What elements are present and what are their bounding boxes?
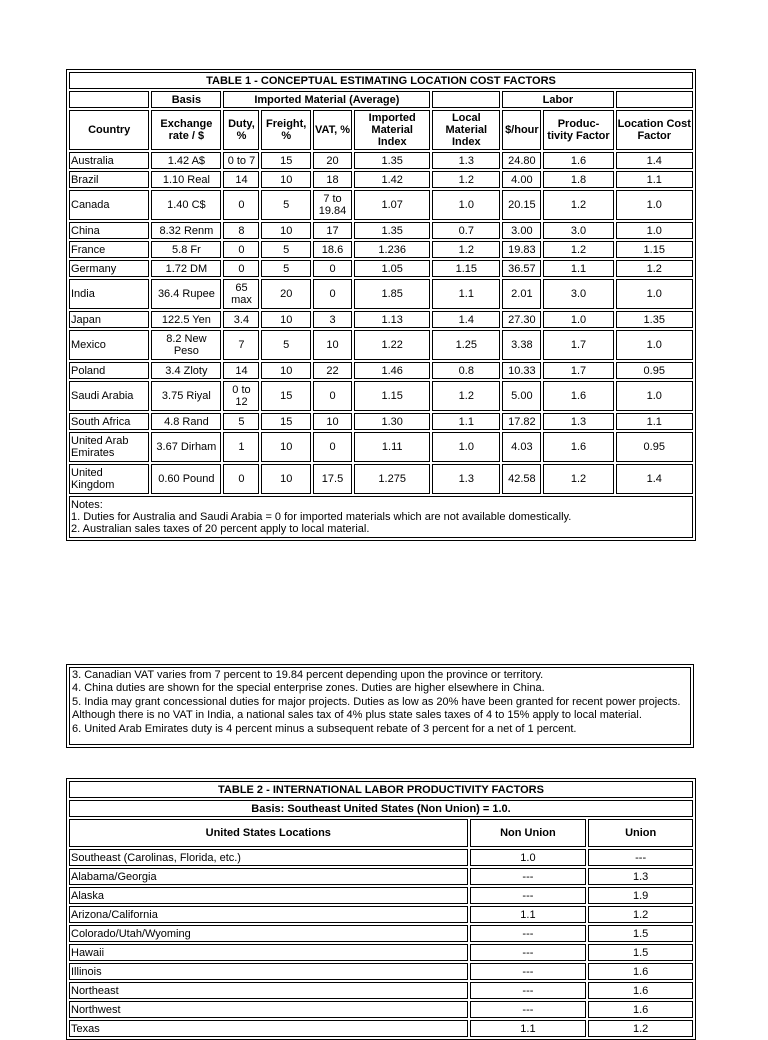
table-cell: 18.6 [313,241,352,258]
country-cell: Japan [69,311,149,328]
table1-column-header: Country [69,110,149,150]
table-row [69,222,693,239]
table-cell: 10.33 [502,362,541,379]
table-cell: 3.0 [543,279,613,309]
location-cell: Alaska [69,887,468,904]
table-cell: 0.60 Pound [151,464,221,494]
table-cell: 1.6 [588,982,693,999]
table-row [69,1001,693,1018]
table-cell: 1.0 [616,190,693,220]
table-cell: 14 [223,171,259,188]
table-cell: 8 [223,222,259,239]
table-cell: 14 [223,362,259,379]
country-cell: United Kingdom [69,464,149,494]
table-cell: 1.1 [432,413,500,430]
table-cell: 20.15 [502,190,541,220]
table-cell: 1.15 [432,260,500,277]
table-cell: 1.4 [432,311,500,328]
country-cell: Australia [69,152,149,169]
table2-basis: Basis: Southeast United States (Non Union) = 1.0. [69,800,693,817]
table-row [69,432,693,462]
table-cell: --- [470,1001,587,1018]
table-cell: --- [470,925,587,942]
table-cell: 1.0 [432,432,500,462]
table-cell: 1.0 [616,330,693,360]
table-cell: 1.15 [616,241,693,258]
country-cell: South Africa [69,413,149,430]
table-cell: 1.0 [616,222,693,239]
note-3: 3. Canadian VAT varies from 7 percent to 19.84 percent depending upon the province or territory. [72,669,544,681]
table1-note: Notes: [71,499,103,511]
table-cell: 0 to 12 [223,381,259,411]
table1-column-header: Exchange rate / $ [151,110,221,150]
labor-productivity-table [66,778,696,1040]
table-cell: --- [588,849,693,866]
table-cell: --- [470,887,587,904]
location-cell: Northwest [69,1001,468,1018]
table-cell: 1.2 [432,171,500,188]
table-cell: 0 [313,279,352,309]
table1-column-header: $/hour [502,110,541,150]
table-row [69,982,693,999]
table-row [69,906,693,923]
table-cell: 5 [261,241,310,258]
table-cell: --- [470,982,587,999]
table-cell: 1.4 [616,152,693,169]
table-cell: 1.35 [354,152,430,169]
table-cell: 1.0 [543,311,613,328]
table-row [69,849,693,866]
country-cell: Mexico [69,330,149,360]
table-cell: 18 [313,171,352,188]
table1-column-header: Location Cost Factor [616,110,693,150]
table-row [69,241,693,258]
table1-column-header: Local Material Index [432,110,500,150]
table1-title: TABLE 1 - CONCEPTUAL ESTIMATING LOCATION COST FACTORS [69,72,693,89]
table-cell: 10 [261,171,310,188]
table-cell: 1 [223,432,259,462]
table-cell: 10 [261,432,310,462]
table-cell: 1.0 [616,381,693,411]
table-cell: 1.05 [354,260,430,277]
table-cell: 65 max [223,279,259,309]
table-cell: 1.0 [470,849,587,866]
table-row [69,260,693,277]
table-cell: 17 [313,222,352,239]
table-cell: 36.57 [502,260,541,277]
table-cell: 1.1 [543,260,613,277]
table-row [69,887,693,904]
group-header-imported: Imported Material (Average) [223,91,430,108]
table-cell: 1.2 [543,190,613,220]
table-cell: 1.2 [588,906,693,923]
table-cell: 36.4 Rupee [151,279,221,309]
table-cell: 1.3 [432,464,500,494]
table-cell: 1.6 [543,381,613,411]
table-row [69,279,693,309]
table-cell: 0 [313,260,352,277]
note-4: 4. China duties are shown for the special enterprise zones. Duties are higher elsewhere in China. [72,682,545,695]
table-cell: 20 [313,152,352,169]
table-cell: 1.2 [588,1020,693,1037]
table-cell: 10 [261,362,310,379]
table-cell: 10 [261,311,310,328]
table-cell: 22 [313,362,352,379]
group-header-blank [616,91,693,108]
table-cell: 5 [261,330,310,360]
location-cell: Southeast (Carolinas, Florida, etc.) [69,849,468,866]
table-cell: 20 [261,279,310,309]
table1-note: 1. Duties for Australia and Saudi Arabia = 0 for imported materials which are not available domestically. [71,511,572,523]
table-cell: 3.00 [502,222,541,239]
location-cell: Colorado/Utah/Wyoming [69,925,468,942]
table-cell: 1.7 [543,330,613,360]
table-cell: 10 [313,413,352,430]
table-cell: 1.72 DM [151,260,221,277]
table-cell: 7 to 19.84 [313,190,352,220]
country-cell: Germany [69,260,149,277]
table-cell: 1.6 [588,1001,693,1018]
table1-column-header: Imported Material Index [354,110,430,150]
table-cell: 1.2 [432,381,500,411]
table-cell: 17.5 [313,464,352,494]
country-cell: Saudi Arabia [69,381,149,411]
table-cell: 17.82 [502,413,541,430]
table-cell: 1.8 [543,171,613,188]
table-row [69,362,693,379]
country-cell: France [69,241,149,258]
group-header-blank [432,91,500,108]
table-cell: 3.0 [543,222,613,239]
table-cell: 1.46 [354,362,430,379]
table-cell: 3.4 Zloty [151,362,221,379]
table-cell: 4.00 [502,171,541,188]
table-cell: --- [470,868,587,885]
table-cell: 1.22 [354,330,430,360]
table-cell: 1.9 [588,887,693,904]
table-row [69,868,693,885]
table-cell: 27.30 [502,311,541,328]
table-cell: 0.8 [432,362,500,379]
table-cell: 0.7 [432,222,500,239]
table-cell: 10 [261,464,310,494]
table-cell: 0 to 7 [223,152,259,169]
table-row [69,464,693,494]
table-cell: 1.4 [616,464,693,494]
table-cell: 1.35 [616,311,693,328]
table-cell: 1.25 [432,330,500,360]
table-row [69,311,693,328]
table-cell: 1.10 Real [151,171,221,188]
table-cell: 0 [313,381,352,411]
table-cell: 1.1 [470,1020,587,1037]
table-cell: 1.0 [616,279,693,309]
table-cell: 1.85 [354,279,430,309]
table2-title: TABLE 2 - INTERNATIONAL LABOR PRODUCTIVITY FACTORS [69,781,693,798]
location-cell: Illinois [69,963,468,980]
table-cell: 1.1 [432,279,500,309]
country-cell: India [69,279,149,309]
table-cell: 15 [261,381,310,411]
table-cell: 1.0 [432,190,500,220]
table-cell: 1.1 [470,906,587,923]
table-cell: 1.13 [354,311,430,328]
location-cell: Northeast [69,982,468,999]
table-cell: 1.275 [354,464,430,494]
table-cell: 1.1 [616,413,693,430]
table1-column-header: VAT, % [313,110,352,150]
table-cell: 1.3 [543,413,613,430]
table-cell: 1.07 [354,190,430,220]
table-cell: 1.6 [543,432,613,462]
table-cell: 1.30 [354,413,430,430]
table-cell: 0 [223,464,259,494]
table-cell: 1.35 [354,222,430,239]
table-row [69,330,693,360]
table-row [69,190,693,220]
table-cell: 1.2 [616,260,693,277]
table-cell: 0 [313,432,352,462]
location-cell: Hawaii [69,944,468,961]
table-cell: 15 [261,413,310,430]
table-cell: 42.58 [502,464,541,494]
table-row [69,944,693,961]
table-cell: 1.2 [543,241,613,258]
table-cell: 0.95 [616,362,693,379]
table1-note: 2. Australian sales taxes of 20 percent apply to local material. [71,523,370,535]
table-cell: 5 [223,413,259,430]
table-cell: 3.75 Riyal [151,381,221,411]
table-cell: 8.32 Renm [151,222,221,239]
table-cell: 1.236 [354,241,430,258]
country-cell: Brazil [69,171,149,188]
table-cell: 1.42 A$ [151,152,221,169]
table-cell: 2.01 [502,279,541,309]
country-cell: China [69,222,149,239]
note-5: 5. India may grant concessional duties for major projects. Duties as low as 20% have been granted for recent power projects. Although there is no VAT in India, a national sales tax of 4% plus state sales taxes of 4 to 15% apply to local material. [72,695,681,722]
table-cell: 10 [261,222,310,239]
table-cell: 0 [223,190,259,220]
table-cell: 1.2 [543,464,613,494]
table-cell: 1.11 [354,432,430,462]
table-cell: 8.2 New Peso [151,330,221,360]
table-cell: 1.5 [588,944,693,961]
table-cell: 15 [261,152,310,169]
table-cell: 5 [261,190,310,220]
table-row [69,925,693,942]
group-header-labor: Labor [502,91,613,108]
table-cell: 4.8 Rand [151,413,221,430]
table-cell: 10 [313,330,352,360]
table-cell: 3.67 Dirham [151,432,221,462]
table-row [69,152,693,169]
table-cell: 1.15 [354,381,430,411]
location-cell: Texas [69,1020,468,1037]
location-cell: Alabama/Georgia [69,868,468,885]
table1-column-header: Freight, % [261,110,310,150]
country-cell: Poland [69,362,149,379]
table-cell: 1.7 [543,362,613,379]
table-cell: 3.38 [502,330,541,360]
table-row [69,413,693,430]
table-cell: 0 [223,241,259,258]
table-cell: 1.2 [432,241,500,258]
table-cell: 122.5 Yen [151,311,221,328]
table-cell: 1.6 [588,963,693,980]
table-cell: --- [470,963,587,980]
location-cost-factors-table [66,69,696,541]
table-cell: 1.6 [543,152,613,169]
table-row [69,963,693,980]
table-cell: 3 [313,311,352,328]
table-row [69,1020,693,1037]
table1-column-header: Duty, % [223,110,259,150]
table1-notes [69,496,693,538]
country-cell: Canada [69,190,149,220]
table-row [69,381,693,411]
table2-col-union: Union [588,819,693,847]
table-cell: --- [470,944,587,961]
group-header-blank [69,91,149,108]
table-cell: 1.42 [354,171,430,188]
location-cell: Arizona/California [69,906,468,923]
table-cell: 1.1 [616,171,693,188]
table2-col-locations: United States Locations [69,819,468,847]
table-cell: 1.40 C$ [151,190,221,220]
table-cell: 19.83 [502,241,541,258]
country-cell: United Arab Emirates [69,432,149,462]
note-6: 6. United Arab Emirates duty is 4 percent minus a subsequent rebate of 3 percent for a net of 1 percent. [72,722,577,735]
group-header-basis: Basis [151,91,221,108]
notes-continued [66,664,694,748]
table-cell: 0 [223,260,259,277]
table-cell: 24.80 [502,152,541,169]
table-cell: 1.3 [588,868,693,885]
table-cell: 5.00 [502,381,541,411]
table-cell: 5 [261,260,310,277]
table-cell: 1.5 [588,925,693,942]
table-cell: 1.3 [432,152,500,169]
table-cell: 0.95 [616,432,693,462]
table-row [69,171,693,188]
table1-column-header: Produc- tivity Factor [543,110,613,150]
table-cell: 5.8 Fr [151,241,221,258]
table-cell: 4.03 [502,432,541,462]
table-cell: 7 [223,330,259,360]
table-cell: 3.4 [223,311,259,328]
table2-col-non-union: Non Union [470,819,587,847]
